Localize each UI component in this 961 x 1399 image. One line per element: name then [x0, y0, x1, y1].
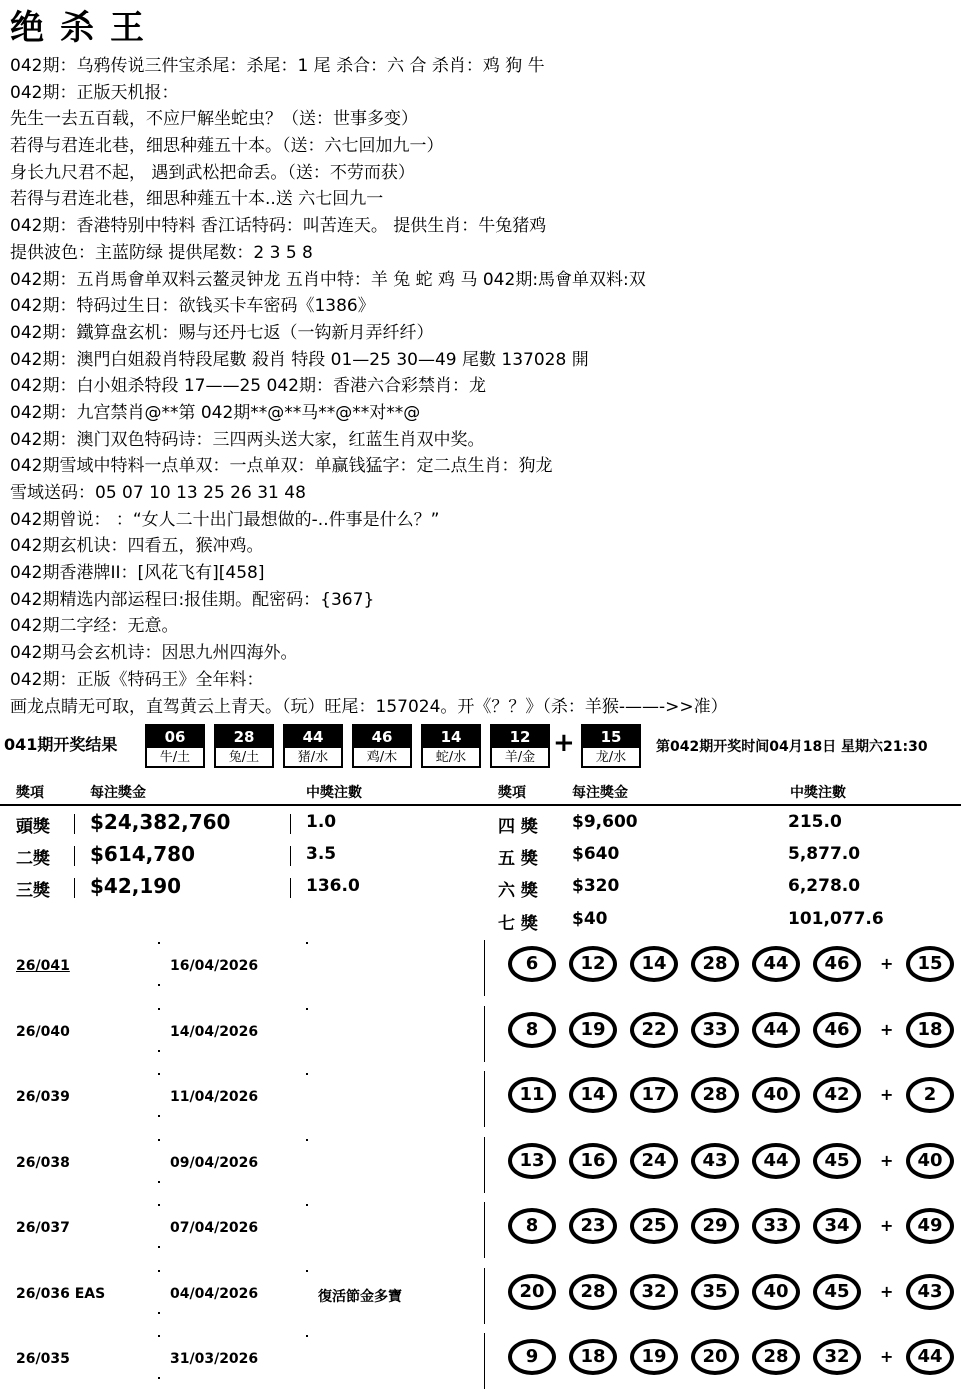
text-line: 画龙点睛无可取，直驾黄云上青天。（玩）旺尾：157024。开《？？》（杀：羊猴-——->>准） — [10, 696, 728, 717]
text-line: 身长九尺君不起， 遇到武松把命丢。（送：不劳而获） — [10, 162, 415, 183]
prize-divider — [74, 846, 75, 866]
history-special-ball: 2 — [906, 1077, 954, 1113]
prize-count: 6,278.0 — [788, 876, 861, 896]
decorative-dot — [158, 1204, 160, 1206]
result-ball — [352, 724, 412, 768]
prize-name: 三獎 — [16, 881, 50, 901]
result-ball — [214, 724, 274, 768]
history-ball: 44 — [752, 1012, 800, 1048]
history-special-ball: 40 — [906, 1143, 954, 1179]
history-special-ball: 43 — [906, 1274, 954, 1310]
prize-name: 四 獎 — [498, 817, 538, 837]
prize-amount: $9,600 — [572, 812, 638, 832]
history-ball: 23 — [569, 1208, 617, 1244]
text-lines — [10, 53, 955, 720]
history-date: 31/03/2026 — [170, 1351, 259, 1367]
history-ball: 32 — [813, 1339, 861, 1375]
history-issue: 26/039 — [16, 1089, 70, 1105]
history-ball: 28 — [691, 1077, 739, 1113]
prize-amount: $320 — [572, 876, 620, 896]
special-ball — [581, 724, 641, 768]
text-line: 提供波色：主蓝防绿 提供尾数：2 3 5 8 — [10, 242, 313, 263]
history-ball: 44 — [752, 1143, 800, 1179]
history-ball: 33 — [691, 1012, 739, 1048]
history-ball: 9 — [508, 1339, 556, 1375]
page-title: 绝杀王 — [10, 8, 160, 48]
history-issue: 26/037 — [16, 1220, 70, 1236]
decorative-dot — [158, 1270, 160, 1272]
text-line: 雪域送码：05 07 10 13 25 26 31 48 — [10, 483, 306, 503]
history-separator — [484, 1006, 485, 1062]
prize-divider — [290, 814, 291, 834]
history-date: 16/04/2026 — [170, 958, 259, 974]
history-date: 04/04/2026 — [170, 1285, 259, 1302]
history-ball: 28 — [752, 1339, 800, 1375]
history-issue: 26/041 — [16, 958, 70, 974]
history-ball: 20 — [691, 1339, 739, 1375]
history-ball: 45 — [813, 1143, 861, 1179]
decorative-dot — [158, 1246, 160, 1248]
result-label: 041期开奖结果 — [4, 735, 118, 754]
result-ball-zodiac: 猪/水 — [297, 750, 329, 765]
prize-count: 215.0 — [788, 812, 842, 832]
decorative-dot — [306, 942, 308, 944]
result-ball-zodiac: 蛇/水 — [435, 750, 467, 765]
prize-count: 5,877.0 — [788, 844, 861, 864]
history-ball: 45 — [813, 1274, 861, 1310]
text-line: 042期：五肖馬會单双料云鳌灵钟龙 五肖中特：羊 兔 蛇 鸡 马 042期:馬會单双料:双 — [10, 269, 646, 290]
next-draw-time: 第042期开奖时间04月18日 星期六21:30 — [656, 739, 928, 755]
history-plus: + — [880, 1019, 894, 1039]
history-row — [0, 1137, 961, 1203]
text-line: 042期：正版《特码王》全年料： — [10, 669, 264, 690]
result-ball-number: 06 — [147, 726, 203, 748]
prize-count: 3.5 — [306, 844, 337, 864]
history-ball: 16 — [569, 1143, 617, 1179]
history-row — [0, 1202, 961, 1268]
prize-count: 101,077.6 — [788, 909, 884, 929]
history-special-ball: 15 — [906, 946, 954, 982]
text-line: 042期：澳门双色特码诗：三四两头送大家，红蓝生肖双中奖。 — [10, 429, 485, 450]
prize-divider — [74, 814, 75, 834]
result-ball-number: 14 — [423, 726, 479, 748]
special-ball-zodiac: 龙/水 — [595, 750, 627, 765]
history-date: 11/04/2026 — [170, 1089, 259, 1105]
history-ball: 40 — [752, 1274, 800, 1310]
result-ball — [283, 724, 343, 768]
decorative-dot — [306, 1139, 308, 1141]
history-issue: 26/036 EAS — [16, 1285, 106, 1302]
history-ball: 29 — [691, 1208, 739, 1244]
prize-header-rule — [0, 804, 961, 806]
prize-amount: $40 — [572, 909, 608, 929]
prize-header-name-left: 獎項 — [16, 785, 44, 801]
prize-divider — [74, 878, 75, 898]
result-ball-number: 28 — [216, 726, 272, 748]
result-ball-zodiac: 鸡/木 — [366, 750, 398, 765]
text-line: 042期二字经：无意。 — [10, 616, 179, 637]
prize-count: 136.0 — [306, 876, 360, 896]
prize-name: 二獎 — [16, 849, 50, 869]
history-ball: 11 — [508, 1077, 556, 1113]
history-ball: 17 — [630, 1077, 678, 1113]
decorative-dot — [306, 1073, 308, 1075]
decorative-dot — [158, 984, 160, 986]
result-ball-number: 12 — [492, 726, 548, 748]
result-bar — [4, 724, 959, 772]
prize-count: 1.0 — [306, 812, 337, 832]
history-ball: 19 — [630, 1339, 678, 1375]
history-separator — [484, 1268, 485, 1324]
prize-divider — [290, 846, 291, 866]
prize-amount: $42,190 — [90, 874, 182, 898]
prize-amount: $24,382,760 — [90, 810, 231, 834]
history-ball: 40 — [752, 1077, 800, 1113]
result-ball — [490, 724, 550, 768]
history-ball: 28 — [569, 1274, 617, 1310]
history-plus: + — [880, 1281, 894, 1301]
history-ball: 20 — [508, 1274, 556, 1310]
history-ball: 42 — [813, 1077, 861, 1113]
history-ball: 46 — [813, 1012, 861, 1048]
decorative-dot — [306, 1008, 308, 1010]
history-plus: + — [880, 1150, 894, 1170]
text-line: 若得与君连北巷，细思种薤五十本..送 六七回九一 — [10, 189, 384, 210]
decorative-dot — [158, 1073, 160, 1075]
text-line: 042期香港牌II：[风花飞有][458] — [10, 563, 265, 584]
history-row — [0, 1071, 961, 1137]
result-ball-zodiac: 牛/土 — [159, 750, 191, 765]
decorative-dot — [158, 1335, 160, 1337]
history-ball: 34 — [813, 1208, 861, 1244]
history-ball: 33 — [752, 1208, 800, 1244]
history-plus: + — [880, 1216, 894, 1235]
history-row — [0, 1333, 961, 1399]
text-line: 042期：正版天机报： — [10, 82, 179, 103]
history-plus: + — [880, 1347, 894, 1366]
history-ball: 14 — [630, 946, 678, 982]
history-ball: 24 — [630, 1143, 678, 1179]
history-note: 復活節金多寶 — [318, 1288, 402, 1305]
history-ball: 35 — [691, 1274, 739, 1310]
history-date: 14/04/2026 — [170, 1023, 259, 1040]
history-date: 07/04/2026 — [170, 1220, 259, 1236]
decorative-dot — [158, 1181, 160, 1183]
text-line: 若得与君连北巷，细思种薤五十本。（送：六七回加九一） — [10, 136, 444, 157]
prize-table — [0, 778, 961, 938]
text-line: 042期精选内部运程曰:报佳期。配密码：{367} — [10, 589, 375, 610]
text-line: 042期：乌鸦传说三件宝杀尾：杀尾：1 尾 杀合：六 合 杀肖：鸡 狗 牛 — [10, 56, 545, 76]
history-ball: 46 — [813, 946, 861, 982]
text-line: 042期：澳門白姐殺肖特段尾數 殺肖 特段 01—25 30—49 尾數 137028 開 — [10, 349, 589, 370]
decorative-dot — [306, 1270, 308, 1272]
history-ball: 32 — [630, 1274, 678, 1310]
history-ball: 8 — [508, 1012, 556, 1048]
decorative-dot — [158, 1139, 160, 1141]
decorative-dot — [158, 1008, 160, 1010]
text-line: 042期：特码过生日：欲钱买卡车密码《1386》 — [10, 296, 375, 317]
text-line: 042期马会玄机诗：因思九州四海外。 — [10, 643, 298, 664]
result-ball-zodiac: 羊/金 — [504, 750, 536, 765]
history-separator — [484, 940, 485, 996]
prize-header-count-left: 中獎注數 — [306, 785, 362, 801]
history-row — [0, 1006, 961, 1072]
history-ball: 13 — [508, 1143, 556, 1179]
history-date: 09/04/2026 — [170, 1154, 259, 1171]
result-ball-zodiac: 兔/土 — [228, 750, 260, 765]
prize-name: 六 獎 — [498, 881, 538, 901]
result-ball-number: 44 — [285, 726, 341, 748]
text-line: 042期雪域中特料一点单双：一点单双：单赢钱猛字：定二点生肖：狗龙 — [10, 456, 553, 477]
history-special-ball: 18 — [906, 1012, 954, 1048]
history-ball: 18 — [569, 1339, 617, 1375]
decorative-dot — [158, 942, 160, 944]
history-issue: 26/035 — [16, 1351, 70, 1367]
history-separator — [484, 1137, 485, 1193]
history-plus: + — [880, 1085, 894, 1104]
decorative-dot — [158, 1050, 160, 1052]
history-ball: 28 — [691, 946, 739, 982]
history-ball: 6 — [508, 946, 556, 982]
special-ball-number: 15 — [583, 726, 639, 748]
history-issue: 26/040 — [16, 1023, 70, 1040]
history-ball: 14 — [569, 1077, 617, 1113]
text-line: 042期：鐵算盘玄机：赐与还丹七返（一钩新月弄纤纤） — [10, 322, 434, 343]
history-ball: 43 — [691, 1143, 739, 1179]
prize-divider — [290, 878, 291, 898]
prize-name: 頭獎 — [16, 817, 50, 837]
text-line: 042期：白小姐杀特段 17——25 042期：香港六合彩禁肖：龙 — [10, 376, 486, 397]
result-ball — [421, 724, 481, 768]
history-ball: 8 — [508, 1208, 556, 1244]
text-line: 042期玄机诀：四看五，猴冲鸡。 — [10, 536, 264, 557]
prize-amount: $614,780 — [90, 842, 196, 866]
history-ball: 44 — [752, 946, 800, 982]
history-separator — [484, 1333, 485, 1389]
text-line: 042期曾说： ：“女人二十出门最想做的-..件事是什么？” — [10, 509, 440, 530]
prize-name: 七 獎 — [498, 914, 538, 934]
prize-header-amount-right: 每注獎金 — [572, 785, 628, 801]
history-issue: 26/038 — [16, 1154, 70, 1171]
history-row — [0, 940, 961, 1006]
result-ball-number: 46 — [354, 726, 410, 748]
history-plus: + — [880, 954, 894, 973]
decorative-dot — [306, 1204, 308, 1206]
text-line: 先生一去五百载，不应尸解坐蛇虫？（送：世事多变） — [10, 109, 418, 130]
text-line: 042期：九宫禁肖@**第 042期**@**马**@**对**@ — [10, 402, 421, 423]
history-row — [0, 1268, 961, 1334]
prize-header-count-right: 中獎注數 — [790, 785, 846, 801]
prize-header-name-right: 獎項 — [498, 785, 526, 801]
decorative-dot — [158, 1312, 160, 1314]
history-ball: 22 — [630, 1012, 678, 1048]
history-ball: 19 — [569, 1012, 617, 1048]
decorative-dot — [158, 1377, 160, 1379]
decorative-dot — [306, 1335, 308, 1337]
result-ball — [145, 724, 205, 768]
plus-sign: + — [553, 728, 575, 758]
prize-header-amount-left: 每注獎金 — [90, 785, 146, 801]
history-ball: 12 — [569, 946, 617, 982]
decorative-dot — [158, 1115, 160, 1117]
prize-name: 五 獎 — [498, 849, 538, 869]
history-special-ball: 44 — [906, 1339, 954, 1375]
history-special-ball: 49 — [906, 1208, 954, 1244]
history-separator — [484, 1202, 485, 1258]
prize-amount: $640 — [572, 844, 620, 864]
text-line: 042期：香港特别中特料 香江话特码：叫苦连天。 提供生肖：牛兔猪鸡 — [10, 216, 547, 237]
history-separator — [484, 1071, 485, 1127]
history-ball: 25 — [630, 1208, 678, 1244]
